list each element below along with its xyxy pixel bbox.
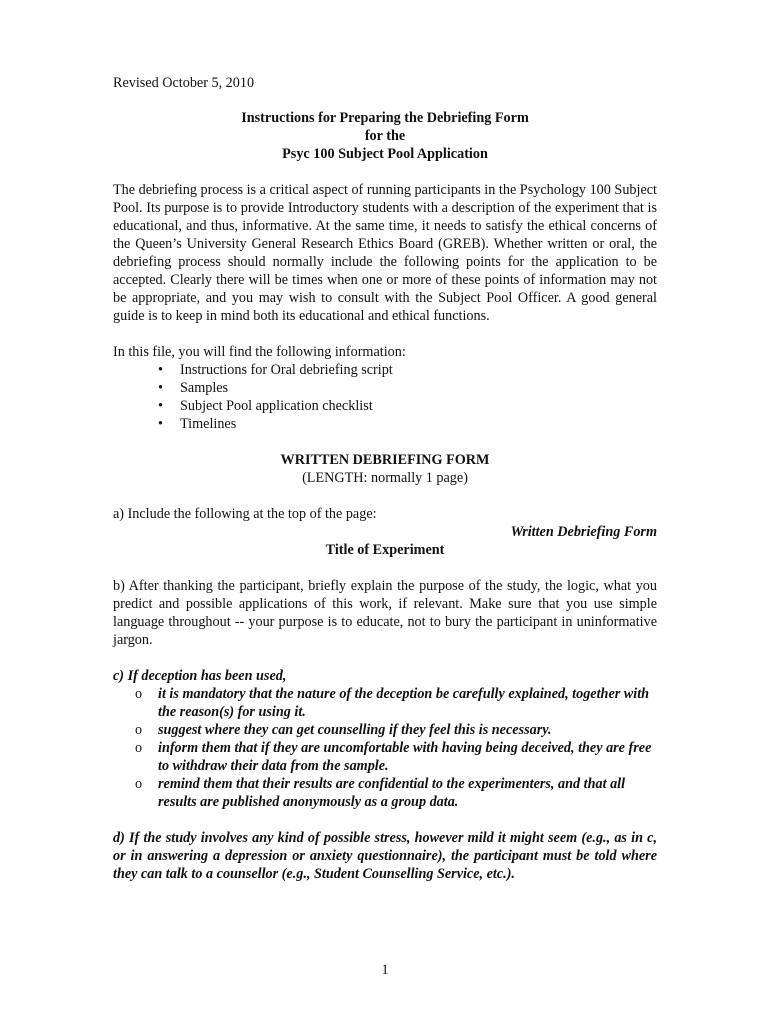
file-contents-list	[113, 361, 657, 433]
bullet-icon: •	[158, 398, 163, 414]
form-label-center: Title of Experiment	[325, 542, 445, 558]
intro-paragraph: The debriefing process is a critical aspect of running participants in the Psychology 100 Subject Pool. Its purpose is to provide Introductory students with a description of the experiment that is educational, and thus, informative. At the same time, it needs to satisfy the ethical concerns of the Queen’s University General Research Ethics Board (GREB). Whether written or oral, the debriefing process should normally include the following points for the application to be accepted. Clearly there will be times when one or more of these points of information may not be appropriate, and you may wish to consult with the Subject Pool Officer. A good general guide is to keep in mind both its educational and ethical functions.	[113, 182, 657, 324]
title-line-1: Instructions for Preparing the Debriefing Form	[241, 110, 529, 126]
list-item: • Samples	[158, 380, 229, 396]
page-number: 1	[381, 962, 389, 978]
circle-bullet-icon: o	[135, 722, 143, 738]
section-a-text: a) Include the following at the top of the page:	[113, 506, 377, 522]
form-label-right: Written Debriefing Form	[510, 524, 657, 540]
list-item: • Timelines	[158, 416, 237, 432]
list-item: • Subject Pool application checklist	[158, 398, 373, 414]
title-line-2: for the	[364, 128, 406, 144]
list-item: • Instructions for Oral debriefing script	[158, 362, 393, 378]
section-heading: WRITTEN DEBRIEFING FORM	[280, 452, 490, 468]
list-item: o it is mandatory that the nature of the deception be carefully explained, together with the reason(s) for using it.	[135, 686, 650, 720]
file-contents-lead: In this file, you will find the following information:	[113, 344, 406, 360]
circle-bullet-icon: o	[135, 776, 143, 792]
list-item: o suggest where they can get counselling if they feel this is necessary.	[135, 722, 552, 738]
document-page	[113, 74, 657, 883]
list-item: o inform them that if they are uncomfortable with having being deceived, they are free to withdraw their data from the sample.	[135, 740, 652, 774]
section-subheading: (LENGTH: normally 1 page)	[302, 470, 468, 486]
section-c-heading: c) If deception has been used,	[113, 668, 287, 684]
revised-date: Revised October 5, 2010	[113, 75, 255, 91]
section-c-list	[113, 685, 657, 811]
section-d-paragraph: d) If the study involves any kind of possible stress, however mild it might seem (e.g., as in c, or in answering a depression or anxiety questionnaire), the participant must be told where they can talk to a counsellor (e.g., Student Counselling Service, etc.).	[113, 830, 657, 882]
bullet-icon: •	[158, 416, 163, 432]
circle-bullet-icon: o	[135, 740, 143, 756]
section-b-paragraph: b) After thanking the participant, briefly explain the purpose of the study, the logic, what you predict and possible applications of this work, if relevant. Make sure that you use simple language throughout -- your purpose is to educate, not to bury the participant in uninformative jargon.	[113, 578, 657, 648]
title-line-3: Psyc 100 Subject Pool Application	[282, 146, 488, 162]
circle-bullet-icon: o	[135, 686, 143, 702]
list-item: o remind them that their results are confidential to the experimenters, and that all results are published anonymously as a group data.	[135, 776, 626, 810]
document-title	[113, 109, 657, 163]
bullet-icon: •	[158, 362, 163, 378]
bullet-icon: •	[158, 380, 163, 396]
